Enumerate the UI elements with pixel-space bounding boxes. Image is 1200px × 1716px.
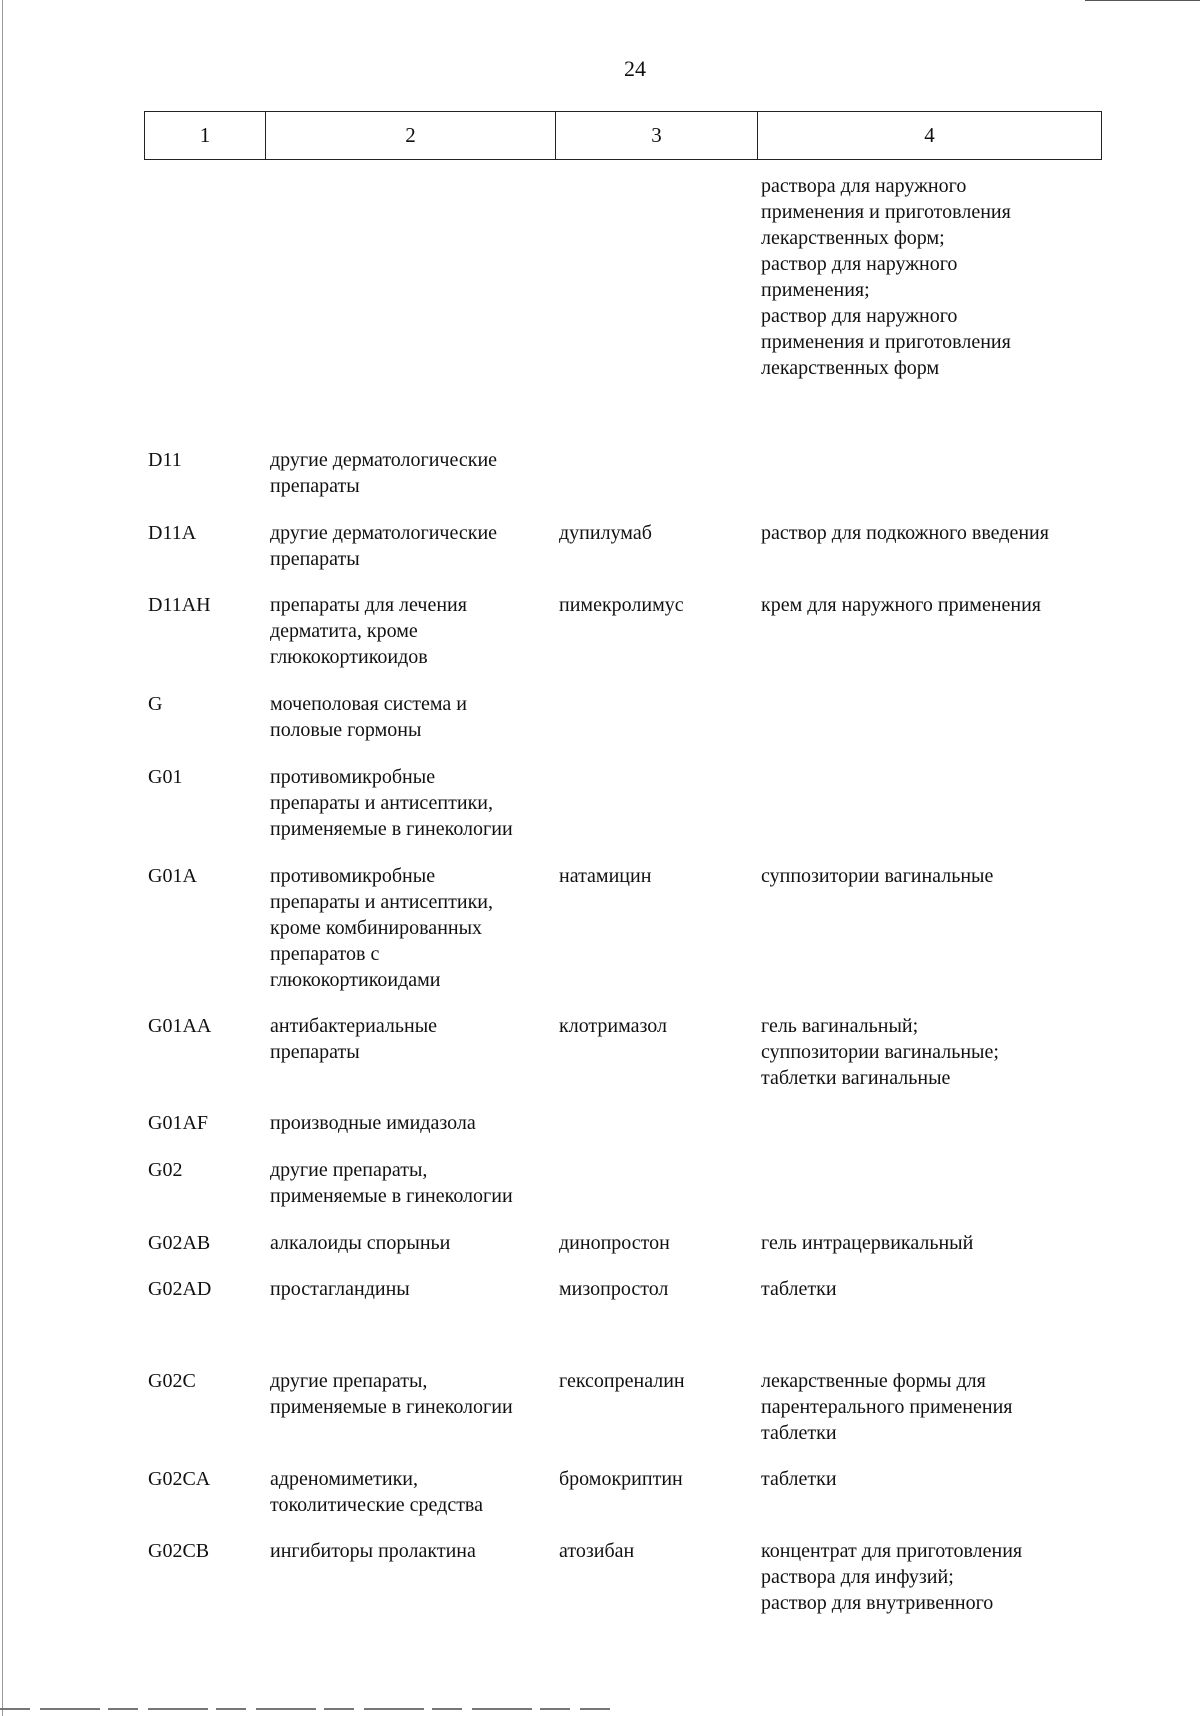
form-line: лекарственные формы для (761, 1370, 986, 1392)
group-line: препаратов с (270, 943, 380, 965)
dosage-forms (761, 1538, 1101, 1616)
dosage-forms (761, 1368, 1101, 1446)
atc-code: G02AB (148, 1232, 211, 1254)
form-line: раствор для внутривенного (761, 1592, 994, 1614)
substance-line: мизопростол (559, 1278, 669, 1300)
substance (559, 1368, 754, 1394)
scan-edge-left (2, 0, 3, 1716)
scan-edge-top (1085, 0, 1200, 1)
group-line: кроме комбинированных (270, 917, 483, 939)
group-line: производные имидазола (270, 1112, 476, 1134)
anatomical-group (270, 764, 560, 842)
form-line: таблетки (761, 1278, 837, 1300)
dosage-forms (761, 1230, 1101, 1256)
group-line: дерматита, кроме (270, 620, 418, 642)
group-line: другие препараты, (270, 1159, 428, 1181)
form-line: раствора для наружного (761, 175, 967, 197)
atc-code: D11AH (148, 594, 211, 616)
atc-code: G02C (148, 1370, 196, 1392)
substance-line: пимекролимус (559, 594, 684, 616)
substance (559, 1230, 754, 1256)
group-line: другие препараты, (270, 1370, 428, 1392)
atc-code: G02AD (148, 1278, 212, 1300)
substance-line: клотримазол (559, 1015, 668, 1037)
dosage-forms (761, 520, 1101, 546)
form-line: таблетки (761, 1422, 837, 1444)
anatomical-group (270, 1538, 560, 1564)
group-line: противомикробные (270, 865, 436, 887)
group-line: токолитические средства (270, 1494, 483, 1516)
atc-code: G02CB (148, 1540, 210, 1562)
anatomical-group (270, 592, 560, 670)
substance (559, 1013, 754, 1039)
group-line: другие дерматологические (270, 522, 498, 544)
form-line: крем для наружного применения (761, 594, 1042, 616)
dosage-forms (761, 863, 1101, 889)
header-col-4: 4 (924, 123, 935, 147)
form-line: гель вагинальный; (761, 1015, 919, 1037)
form-line: лекарственных форм (761, 357, 940, 379)
anatomical-group (270, 1110, 560, 1136)
anatomical-group (270, 1157, 560, 1209)
atc-code: G (148, 693, 163, 715)
form-line: суппозитории вагинальные; (761, 1041, 999, 1063)
table-header (144, 111, 1102, 160)
continuation-forms (761, 173, 1101, 381)
group-line: простагландины (270, 1278, 410, 1300)
header-col-2: 2 (266, 112, 556, 159)
group-line: применяемые в гинекологии (270, 818, 513, 840)
group-line: мочеполовая система и (270, 693, 467, 715)
atc-code: G02CA (148, 1468, 211, 1490)
substance (559, 1466, 754, 1492)
form-line: таблетки (761, 1468, 837, 1490)
substance-line: атозибан (559, 1540, 635, 1562)
atc-code: G01A (148, 865, 197, 887)
form-line: концентрат для приготовления (761, 1540, 1023, 1562)
form-line: таблетки вагинальные (761, 1067, 951, 1089)
group-line: алкалоиды спорыньи (270, 1232, 451, 1254)
group-line: глюкокортикоидами (270, 969, 441, 991)
group-line: ингибиторы пролактина (270, 1540, 476, 1562)
dosage-forms (761, 1013, 1101, 1091)
group-line: препараты и антисептики, (270, 792, 493, 814)
group-line: препараты для лечения (270, 594, 467, 616)
atc-code: G01AF (148, 1112, 209, 1134)
atc-code: G01 (148, 766, 183, 788)
form-line: суппозитории вагинальные (761, 865, 994, 887)
form-line: применения; (761, 279, 870, 301)
anatomical-group (270, 1013, 560, 1065)
anatomical-group (270, 1466, 560, 1518)
anatomical-group (270, 520, 560, 572)
group-line: применяемые в гинекологии (270, 1396, 513, 1418)
header-col-1: 1 (145, 112, 266, 159)
atc-code: G01AA (148, 1015, 212, 1037)
atc-code: G02 (148, 1159, 183, 1181)
anatomical-group (270, 447, 560, 499)
atc-code: D11A (148, 522, 197, 544)
atc-code: D11 (148, 449, 182, 471)
substance-line: бромокриптин (559, 1468, 683, 1490)
form-line: раствора для инфузий; (761, 1566, 954, 1588)
substance (559, 863, 754, 889)
form-line: применения и приготовления (761, 331, 1011, 353)
form-line: раствор для наружного (761, 305, 958, 327)
group-line: антибактериальные (270, 1015, 438, 1037)
substance (559, 520, 754, 546)
group-line: половые гормоны (270, 719, 422, 741)
dosage-forms (761, 1466, 1101, 1492)
group-line: препараты и антисептики, (270, 891, 493, 913)
substance (559, 1538, 754, 1564)
group-line: противомикробные (270, 766, 436, 788)
substance (559, 592, 754, 618)
anatomical-group (270, 691, 560, 743)
substance-line: дупилумаб (559, 522, 652, 544)
form-line: гель интрацервикальный (761, 1232, 974, 1254)
substance (559, 1276, 754, 1302)
substance-line: динопростон (559, 1232, 670, 1254)
form-line: лекарственных форм; (761, 227, 945, 249)
scan-edge-bottom (0, 1708, 610, 1710)
dosage-forms (761, 592, 1101, 618)
form-line: применения и приготовления (761, 201, 1011, 223)
page-number: 24 (624, 56, 646, 81)
group-line: препараты (270, 548, 360, 570)
form-line: раствор для подкожного введения (761, 522, 1049, 544)
group-line: другие дерматологические (270, 449, 498, 471)
anatomical-group (270, 1230, 560, 1256)
group-line: препараты (270, 1041, 360, 1063)
anatomical-group (270, 1276, 560, 1302)
group-line: применяемые в гинекологии (270, 1185, 513, 1207)
group-line: препараты (270, 475, 360, 497)
anatomical-group (270, 1368, 560, 1420)
form-line: парентерального применения (761, 1396, 1013, 1418)
group-line: адреномиметики, (270, 1468, 419, 1490)
header-col-3: 3 (556, 112, 758, 159)
dosage-forms (761, 1276, 1101, 1302)
substance-line: гексопреналин (559, 1370, 685, 1392)
substance-line: натамицин (559, 865, 652, 887)
group-line: глюкокортикоидов (270, 646, 428, 668)
anatomical-group (270, 863, 560, 993)
form-line: раствор для наружного (761, 253, 958, 275)
